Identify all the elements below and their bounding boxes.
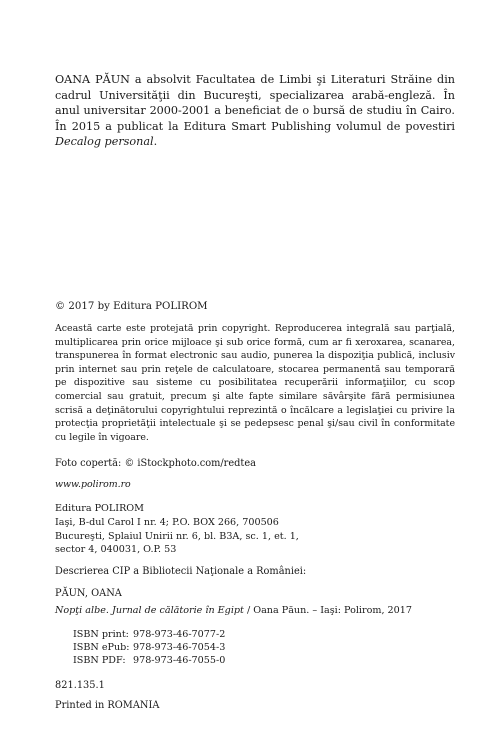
- publisher-address-line-2: Bucureşti, Splaiul Unirii nr. 6, bl. B3A, sc. 1, et. 1,: [55, 530, 299, 542]
- cip-book-title: Nopţi albe. Jurnal de călătorie în Egipt: [55, 605, 244, 616]
- author-bio: [55, 72, 455, 150]
- isbn-row: [73, 641, 225, 654]
- isbn-label: ISBN print:: [73, 629, 129, 640]
- cdu-classification: 821.135.1: [55, 680, 105, 691]
- isbn-label: ISBN PDF:: [73, 655, 126, 667]
- cip-book-entry: [55, 605, 412, 616]
- publisher-address-line-1: Iaşi, B-dul Carol I nr. 4; P.O. BOX 266, 700506: [55, 516, 279, 528]
- publisher-name: Editura POLIROM: [55, 503, 144, 514]
- isbn-list: [73, 628, 225, 668]
- printed-in: Printed in ROMANIA: [55, 700, 160, 711]
- isbn-value: 978-973-46-7077-2: [133, 629, 226, 640]
- isbn-value: 978-973-46-7054-3: [133, 642, 226, 654]
- cip-heading: Descrierea CIP a Bibliotecii Naţionale a României:: [55, 566, 307, 577]
- publisher-website[interactable]: www.polirom.ro: [55, 479, 131, 490]
- isbn-row: [73, 654, 225, 667]
- isbn-label: ISBN ePub:: [73, 642, 130, 654]
- publisher-address-line-3: sector 4, 040031, O.P. 53: [55, 544, 177, 556]
- cip-book-details: / Oana Păun. – Iaşi: Polirom, 2017: [243, 605, 412, 616]
- isbn-row: [73, 628, 225, 641]
- cip-author: PĂUN, OANA: [55, 588, 122, 599]
- cover-photo-credit: Foto copertă: © iStockphoto.com/redtea: [55, 458, 257, 469]
- publisher-address: [55, 502, 299, 557]
- isbn-value: 978-973-46-7055-0: [133, 655, 226, 667]
- bio-text: OANA PĂUN a absolvit Facultatea de Limbi şi Literaturi Străine din cadrul Universităţii din Bucureşti, specializarea arabă-engleză. În anul universitar 2000-2001 a beneficiat de o bursă de studiu în Cairo. În 2015 a publicat la Editura Smart Publishing volumul de povestiri: [55, 73, 455, 133]
- legal-notice: Această carte este protejată prin copyright. Reproducerea integrală sau parţială, multiplicarea prin orice mijloace şi sub orice formă, cum ar fi xeroxarea, scanarea, transpunerea în format electronic sau audio, punerea la dispoziţia publică, inclusiv prin internet sau prin reţele de calculatoare, stocarea permanentă sau temporară pe dispozitive sau sisteme cu posibilitatea recuperării informaţiilor, cu scop comercial sau gratuit, precum şi alte fapte similare săvârşite fără permisiunea scrisă a deţinătorului copyrightului reprezintă o încălcare a legislaţiei cu privire la protecţia proprietăţii intelectuale şi se pedepsesc penal şi/sau civil în conformitate cu legile în vigoare.: [55, 323, 455, 443]
- bio-end: .: [153, 135, 158, 148]
- bio-book-title: Decalog personal: [55, 135, 154, 148]
- copyright-notice: © 2017 by Editura POLIROM: [55, 301, 208, 312]
